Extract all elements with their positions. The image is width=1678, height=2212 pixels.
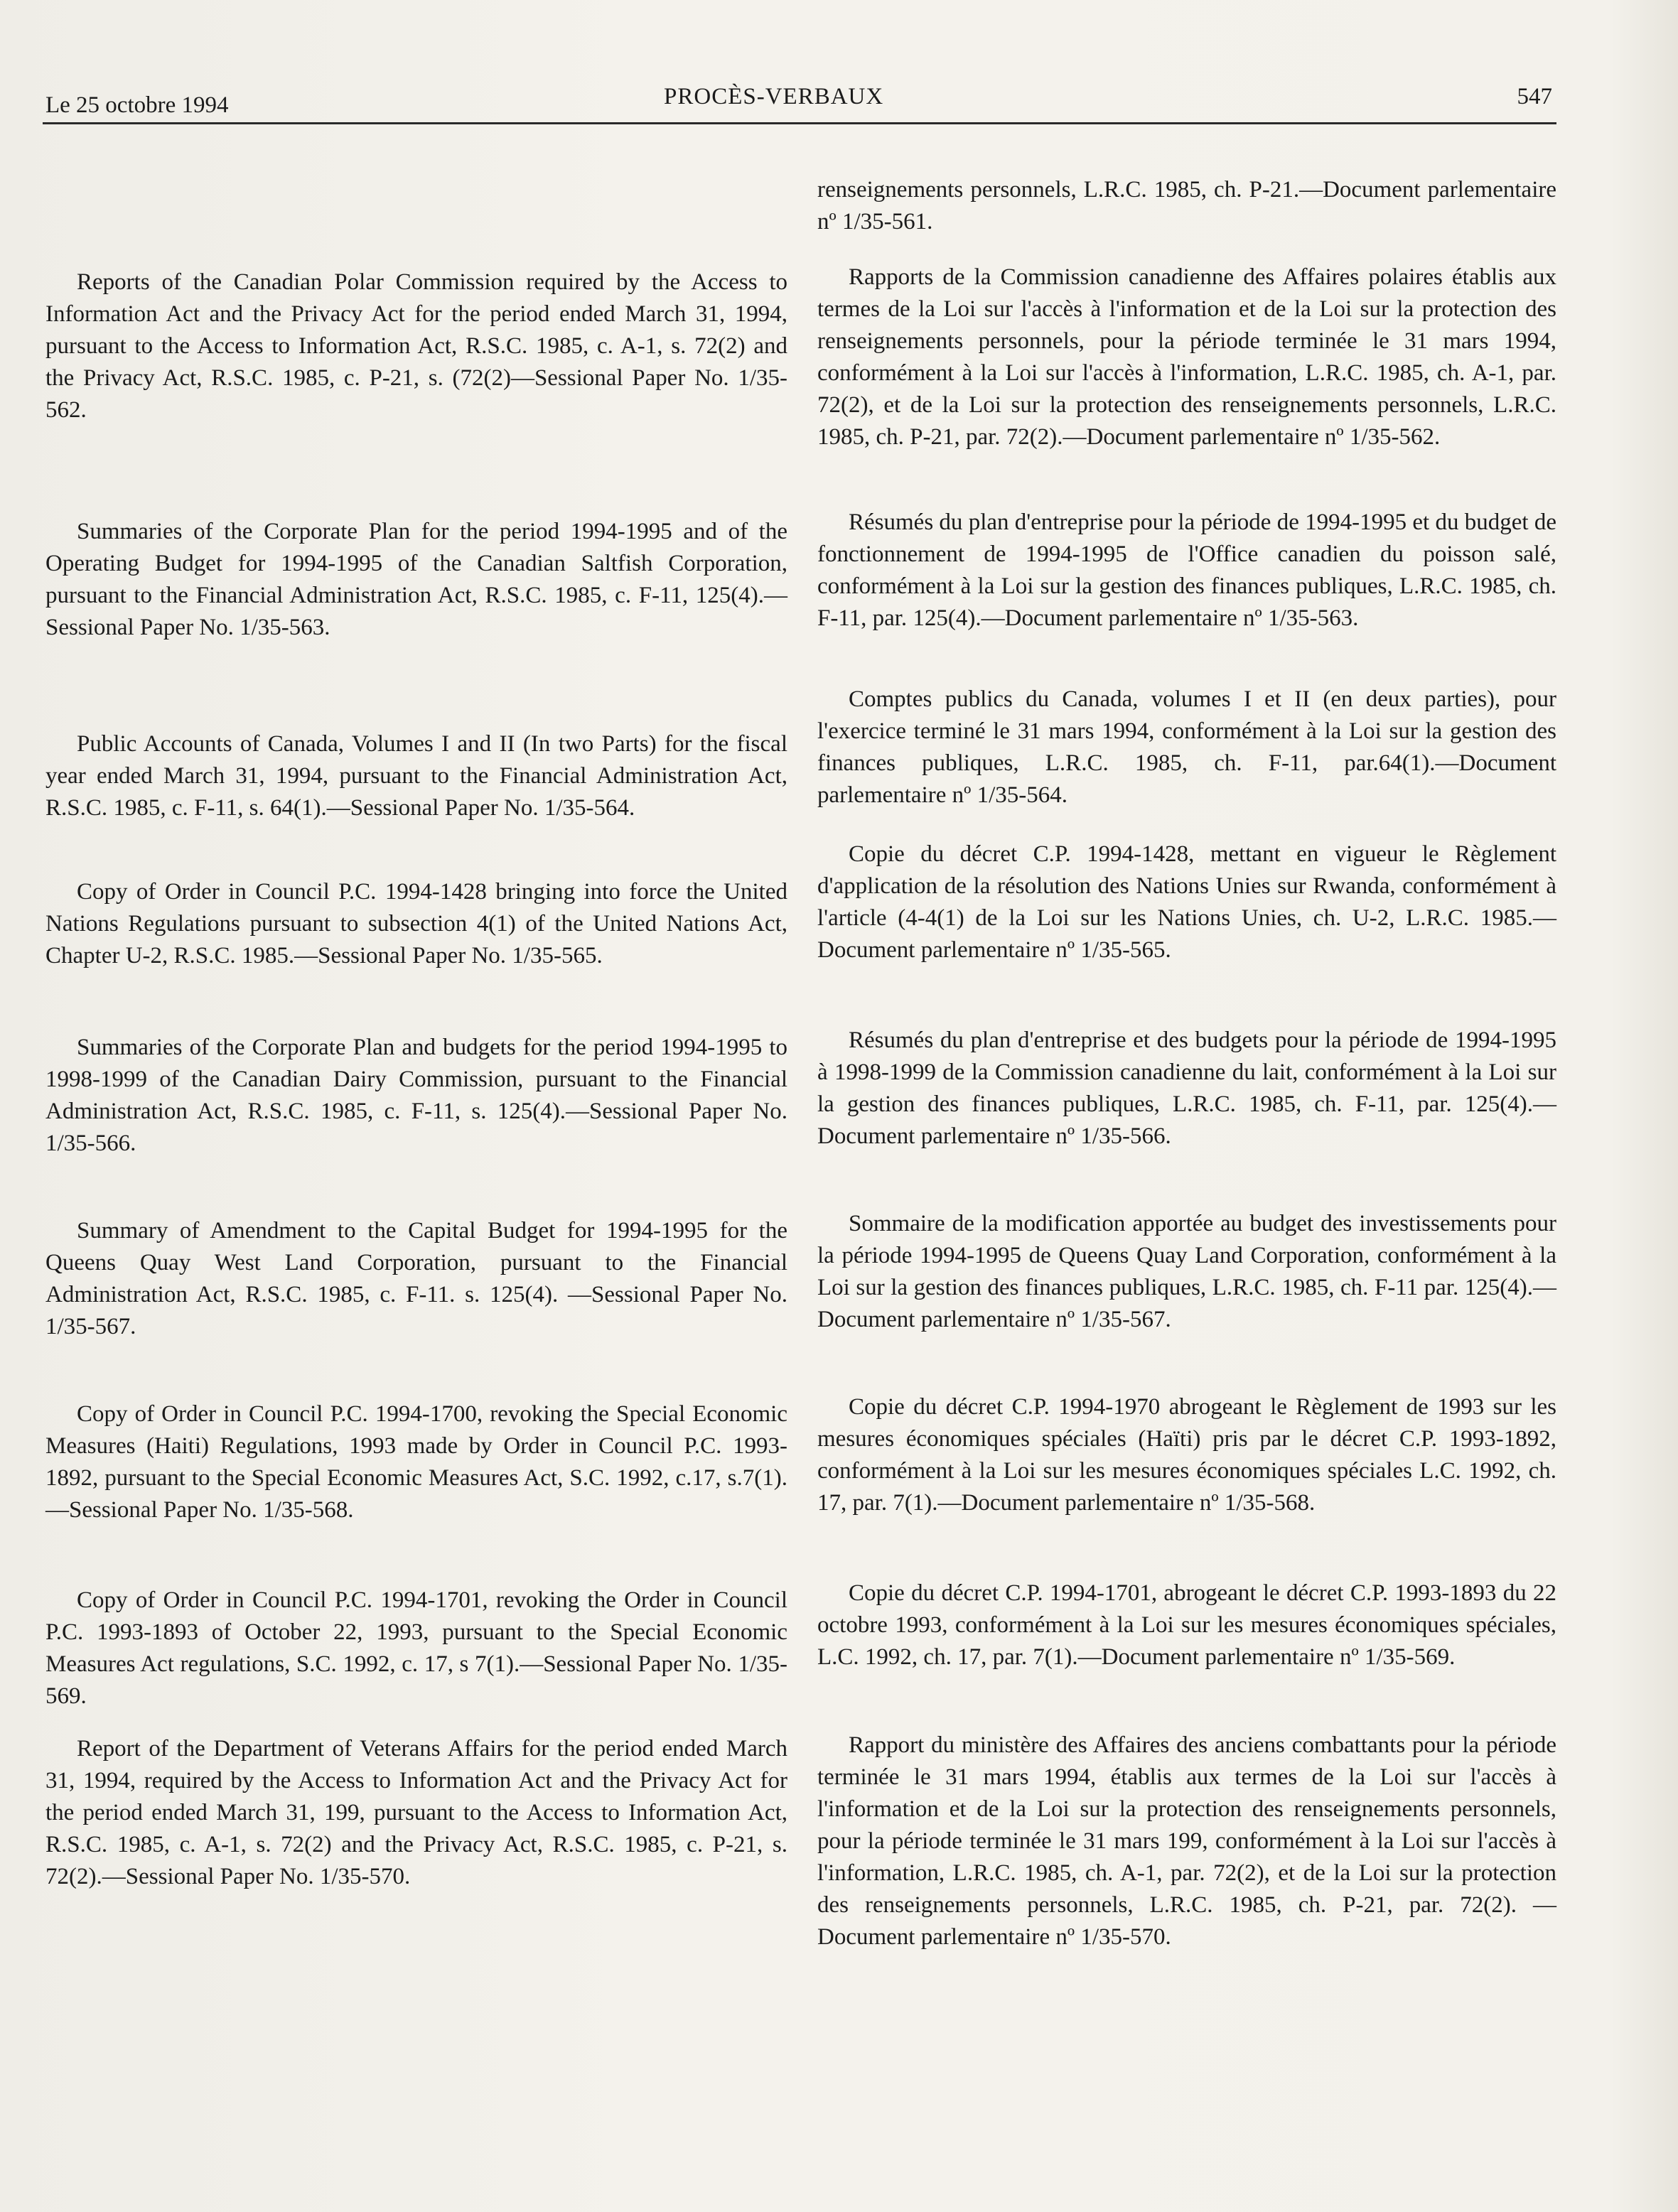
french-paragraph: Rapports de la Commission canadienne des Affaires polaires établis aux termes de la Loi sur l'accès à l'information et de la Loi sur la protection des renseignements personnels, pour la période terminée le 31 mars 1994, conformément à la Loi sur l'accès à l'information, L.R.C. 1985, ch. A-1, par. 72(2), et de la Loi sur la protection des renseignements personnels, L.R.C. 1985, ch. P-21, par. 72(2).—Document parlementaire nº 1/35-562. [817, 264, 1556, 450]
french-paragraph: Comptes publics du Canada, volumes I et II (en deux parties), pour l'exercice terminé le 31 mars 1994, conformément à la Loi sur la gestion des finances publiques, L.R.C. 1985, ch. F-11, par.64(1).—Document parlementaire nº 1/35-564. [817, 686, 1556, 808]
english-paragraph: Summaries of the Corporate Plan for the period 1994-1995 and of the Operating Budget for 1994-1995 of the Canadian Saltfish Corporation, pursuant to the Financial Administration Act, R.S.C. 1985, c. F-11, 125(4).—Sessional Paper No. 1/35-563. [45, 519, 787, 640]
english-paragraph: Summaries of the Corporate Plan and budgets for the period 1994-1995 to 1998-1999 of the Canadian Dairy Commission, pursuant to the Financial Administration Act, R.S.C. 1985, c. F-11, s. 125(4).—Sessional Paper No. 1/35-566. [45, 1035, 787, 1156]
french-paragraph: Copie du décret C.P. 1994-1970 abrogeant le Règlement de 1993 sur les mesures économiques spéciales (Haïti) pris par le décret C.P. 1993-1892, conformément à la Loi sur les mesures économiques spéciales L.C. 1992, ch. 17, par. 7(1).—Document parlementaire nº 1/35-568. [817, 1394, 1556, 1516]
english-paragraph: Reports of the Canadian Polar Commission required by the Access to Information Act and the Privacy Act for the period ended March 31, 1994, pursuant to the Access to Information Act, R.S.C. 1985, c. A-1, s. 72(2) and the Privacy Act, R.S.C. 1985, c. P-21, s. (72(2)—Sessional Paper No. 1/35-562. [45, 269, 787, 423]
french-paragraph: Résumés du plan d'entreprise et des budgets pour la période de 1994-1995 à 1998-1999 de la Commission canadienne du lait, conformément à la Loi sur la gestion des finances publiques, L.R.C. 1985, ch. F-11, par. 125(4).—Document parlementaire nº 1/35-566. [817, 1027, 1556, 1149]
english-paragraph: Public Accounts of Canada, Volumes I and II (In two Parts) for the fiscal year ended March 31, 1994, pursuant to the Financial Administration Act, R.S.C. 1985, c. F-11, s. 64(1).—Sessional Paper No. 1/35-564. [45, 731, 787, 821]
french-paragraph: renseignements personnels, L.R.C. 1985, ch. P-21.—Document parlementaire nº 1/35-561. [817, 177, 1556, 234]
english-paragraph: Copy of Order in Council P.C. 1994-1428 bringing into force the United Nations Regulations pursuant to subsection 4(1) of the United Nations Act, Chapter U-2, R.S.C. 1985.—Sessional Paper No. 1/35-565. [45, 879, 787, 969]
english-paragraph: Copy of Order in Council P.C. 1994-1701, revoking the Order in Council P.C. 1993-1893 of October 22, 1993, pursuant to the Special Economic Measures Act regulations, S.C. 1992, c. 17, s 7(1).—Sessional Paper No. 1/35-569. [45, 1587, 787, 1709]
french-paragraph: Rapport du ministère des Affaires des anciens combattants pour la période terminée le 31 mars 1994, établis aux termes de la Loi sur l'accès à l'information et de la Loi sur la protection des renseignements personnels, pour la période terminée le 31 mars 199, conformément à la Loi sur l'accès à l'information, L.R.C. 1985, ch. A-1, par. 72(2), et de la Loi sur la protection des renseignements personnels, L.R.C. 1985, ch. P-21, par. 72(2). —Document parlementaire nº 1/35-570. [817, 1732, 1556, 1950]
page-header [45, 84, 1552, 126]
french-paragraph: Copie du décret C.P. 1994-1701, abrogeant le décret C.P. 1993-1893 du 22 octobre 1993, conformément à la Loi sur les mesures économiques spéciales, L.C. 1992, ch. 17, par. 7(1).—Document parlementaire nº 1/35-569. [817, 1580, 1556, 1670]
header-title: PROCÈS-VERBAUX [664, 84, 884, 109]
french-paragraph: Sommaire de la modification apportée au budget des investissements pour la période 1994-1995 de Queens Quay Land Corporation, conformément à la Loi sur la gestion des finances publiques, L.R.C. 1985, ch. F-11 par. 125(4).—Document parlementaire nº 1/35-567. [817, 1211, 1556, 1332]
french-paragraph: Résumés du plan d'entreprise pour la période de 1994-1995 et du budget de fonctionnement de 1994-1995 de l'Office canadien du poisson salé, conformément à la Loi sur la gestion des finances publiques, L.R.C. 1985, ch. F-11, par. 125(4).—Document parlementaire nº 1/35-563. [817, 509, 1556, 631]
page-number: 547 [1517, 84, 1552, 109]
header-rule [43, 122, 1556, 124]
french-paragraph: Copie du décret C.P. 1994-1428, mettant en vigueur le Règlement d'application de la résolution des Nations Unies sur Rwanda, conformément à l'article (4-4(1) de la Loi sur les Nations Unies, ch. U-2, L.R.C. 1985.—Document parlementaire nº 1/35-565. [817, 841, 1556, 963]
english-paragraph: Copy of Order in Council P.C. 1994-1700, revoking the Special Economic Measures (Haiti) Regulations, 1993 made by Order in Council P.C. 1993-1892, pursuant to the Special Economic Measures Act, S.C. 1992, c.17, s.7(1).—Sessional Paper No. 1/35-568. [45, 1401, 787, 1523]
header-date: Le 25 octobre 1994 [45, 92, 229, 118]
english-paragraph: Report of the Department of Veterans Affairs for the period ended March 31, 1994, required by the Access to Information Act and the Privacy Act for the period ended March 31, 199, pursuant to the Access to Information Act, R.S.C. 1985, c. A-1, s. 72(2) and the Privacy Act, R.S.C. 1985, c. P-21, s. 72(2).—Sessional Paper No. 1/35-570. [45, 1736, 787, 1889]
english-paragraph: Summary of Amendment to the Capital Budget for 1994-1995 for the Queens Quay West Land Corporation, pursuant to the Financial Administration Act, R.S.C. 1985, c. F-11. s. 125(4). —Sessional Paper No. 1/35-567. [45, 1218, 787, 1339]
